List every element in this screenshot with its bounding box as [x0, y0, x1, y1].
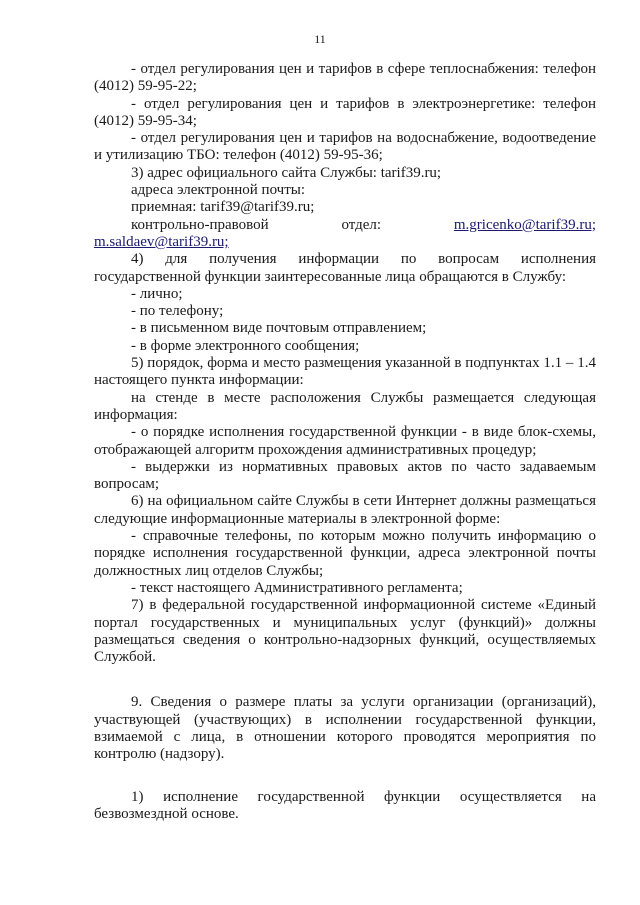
legal-dept-email-row: [94, 217, 596, 234]
list-item-reference-phones: - справочные телефоны, по которым можно получить информацию о порядке исполнения государственной функции, адреса электронной почты должностных лиц отделов Службы;: [94, 528, 596, 579]
paragraph-email-heading: адреса электронной почты:: [131, 182, 306, 199]
list-item-in-person: - лично;: [131, 285, 183, 302]
paragraph-website: 3) адрес официального сайта Службы: tarif39.ru;: [131, 164, 442, 181]
section-9-heading: 9. Сведения о размере платы за услуги организации (организаций), участвующей (участвующих) в исполнении государственной функции, взимаемой с лица, в отношении которого проводятся мероприятия по контролю (надзору).: [94, 694, 596, 763]
paragraph-heat-dept: - отдел регулирования цен и тарифов в сфере теплоснабжения: телефон (4012) 59-95-22;: [94, 61, 596, 95]
list-item-electronic: - в форме электронного сообщения;: [131, 337, 360, 354]
page-number: 11: [314, 32, 326, 46]
paragraph-power-dept: - отдел регулирования цен и тарифов в электроэнергетике: телефон (4012) 59-95-34;: [94, 95, 596, 129]
email-link-gricenko[interactable]: m.gricenko@tarif39.ru;: [453, 216, 596, 233]
paragraph-free-of-charge: 1) исполнение государственной функции осуществляется на безвозмездной основе.: [94, 788, 596, 822]
email-line-saldaev: [94, 234, 596, 251]
list-item-phone: - по телефону;: [131, 303, 224, 320]
list-item-extracts: - выдержки из нормативных правовых актов по часто задаваемым вопросам;: [94, 458, 596, 493]
paragraph-contact-info: 4) для получения информации по вопросам исполнения государственной функции заинтересованные лица обращаются в Службу:: [94, 251, 596, 285]
list-item-mail: - в письменном виде почтовым отправлением;: [131, 320, 427, 337]
paragraph-website-materials: 6) на официальном сайте Службы в сети Интернет должны размещаться следующие информационные материалы в электронной форме:: [94, 493, 596, 527]
legal-dept-label: контрольно-правовой: [131, 216, 269, 233]
email-link-saldaev[interactable]: m.saldaev@tarif39.ru;: [94, 233, 229, 250]
paragraph-stand-info: на стенде в месте расположения Службы размещается следующая информация:: [94, 389, 596, 423]
list-item-flowchart: - о порядке исполнения государственной функции - в виде блок-схемы, отображающей алгоритм прохождения административных процедур;: [94, 424, 596, 458]
legal-dept-mid: отдел:: [341, 216, 382, 233]
document-body: [94, 61, 596, 823]
list-item-regulation-text: - текст настоящего Административного регламента;: [131, 579, 463, 596]
paragraph-reception-email: приемная: tarif39@tarif39.ru;: [131, 199, 315, 216]
paragraph-federal-portal: 7) в федеральной государственной информационной системе «Единый портал государственных и муниципальных услуг (функций)» должны размещаться сведения о контрольно-надзорных функций, осуществляемых Службой.: [94, 597, 596, 666]
paragraph-placement-order: 5) порядок, форма и место размещения указанной в подпунктах 1.1 – 1.4 настоящего пункта информации:: [94, 355, 596, 389]
paragraph-water-dept: - отдел регулирования цен и тарифов на водоснабжение, водоотведение и утилизацию ТБО: телефон (4012) 59-95-36;: [94, 130, 596, 164]
